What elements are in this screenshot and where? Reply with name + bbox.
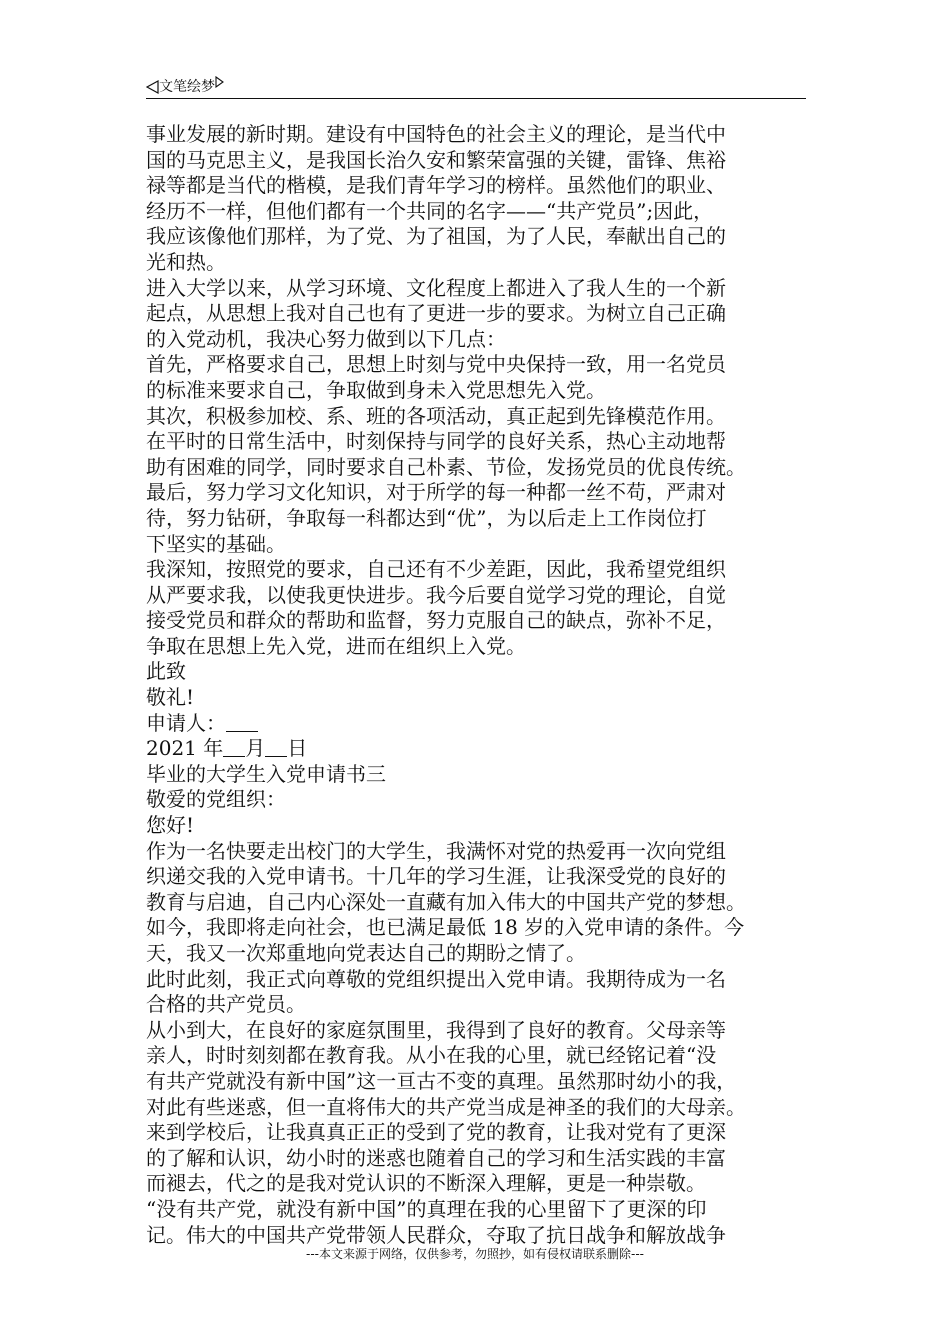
text-line: 的标准来要求自己，争取做到身未入党思想先入党。 [146,377,606,402]
right-triangle-icon [215,76,224,88]
text-line: 的了解和认识，幼小时的迷惑也随着自己的学习和生活实践的丰富 [146,1145,726,1170]
text-line: 教育与启迪，自己内心深处一直藏有加入伟大的中国共产党的梦想。 [146,889,746,914]
text-line: 合格的共产党员。 [146,992,306,1017]
section-title: 毕业的大学生入党申请书三 [146,761,386,786]
month-blank [223,738,245,757]
applicant-label: 申请人： [146,710,226,735]
salute-line: 敬礼! [146,685,195,710]
text-line: 下坚实的基础。 [146,531,286,556]
text-line: 织递交我的入党申请书。十几年的学习生涯，让我深受党的良好的 [146,864,726,889]
text-line: 助有困难的同学，同时要求自己朴素、节俭，发扬党员的优良传统。 [146,454,746,479]
document-body [146,122,806,1248]
greeting: 您好! [146,813,195,838]
text-line: 禄等都是当代的楷模，是我们青年学习的榜样。虽然他们的职业、 [146,173,726,198]
text-line: 对此有些迷惑，但一直将伟大的共产党当成是神圣的我们的大母亲。 [146,1094,746,1119]
text-line: 经历不一样，但他们都有一个共同的名字——“共产党员”;因此， [146,198,714,223]
text-line: 最后，努力学习文化知识，对于所学的每一种都一丝不苟，严肃对 [146,480,726,505]
text-line: 此时此刻，我正式向尊敬的党组织提出入党申请。我期待成为一名 [146,966,726,991]
text-line: 争取在思想上先入党，进而在组织上入党。 [146,633,526,658]
text-line: 有共产党就没有新中国”这一亘古不变的真理。虽然那时幼小的我， [146,1068,737,1093]
text-line: 事业发展的新时期。建设有中国特色的社会主义的理论，是当代中 [146,122,726,146]
date-year: 2021 年 [146,736,224,761]
text-line: 作为一名快要走出校门的大学生，我满怀对党的热爱再一次向党组 [146,838,726,863]
text-line: 记。伟大的中国共产党带领人民群众，夺取了抗日战争和解放战争 [146,1222,726,1247]
text-line: 来到学校后，让我真真正正的受到了党的教育，让我对党有了更深 [146,1120,726,1145]
text-line: 我应该像他们那样，为了党、为了祖国，为了人民，奉献出自己的 [146,224,726,249]
header-brand-text: 文笔绘梦 [159,79,215,95]
date-day: 日 [287,736,308,761]
text-line: 接受党员和群众的帮助和监督，努力克服自己的缺点，弥补不足， [146,608,726,633]
text-line: 的入党动机，我决心努力做到以下几点： [146,326,506,351]
closing-line: 此致 [146,659,186,684]
text-line: 待，努力钻研，争取每一科都达到“优”，为以后走上工作岗位打 [146,505,707,530]
salutation: 敬爱的党组织： [146,787,286,812]
applicant-line [146,711,806,737]
day-blank [265,738,287,757]
text-line: 国的马克思主义，是我国长治久安和繁荣富强的关键，雷锋、焦裕 [146,147,726,172]
text-line: 起点，从思想上我对自己也有了更进一步的要求。为树立自己正确 [146,301,726,326]
text-line: “没有共产党，就没有新中国”的真理在我的心里留下了更深的印 [146,1196,707,1221]
left-triangle-icon [146,80,159,94]
text-line: 亲人，时时刻刻都在教育我。从小在我的心里，就已经铭记着“没 [146,1043,717,1068]
text-line: 而褪去，代之的是我对党认识的不断深入理解，更是一种崇敬。 [146,1171,706,1196]
text-line: 从小到大，在良好的家庭氛围里，我得到了良好的教育。父母亲等 [146,1017,726,1042]
text-line: 其次，积极参加校、系、班的各项活动，真正起到先锋模范作用。 [146,403,726,428]
applicant-blank [226,713,258,732]
date-line [146,736,806,762]
text-line: 首先，严格要求自己，思想上时刻与党中央保持一致，用一名党员 [146,352,726,377]
text-line: 我深知，按照党的要求，自己还有不少差距，因此，我希望党组织 [146,557,726,582]
date-month: 月 [245,736,266,761]
footer-disclaimer: ---本文来源于网络，仅供参考，勿照抄，如有侵权请联系删除--- [306,1247,644,1261]
header-brand [146,76,224,96]
text-line: 如今，我即将走向社会，也已满足最低 18 岁的入党申请的条件。今 [146,915,745,940]
page-header [146,72,806,99]
text-line: 在平时的日常生活中，时刻保持与同学的良好关系，热心主动地帮 [146,429,726,454]
text-line: 天，我又一次郑重地向党表达自己的期盼之情了。 [146,941,586,965]
text-line: 进入大学以来，从学习环境、文化程度上都进入了我人生的一个新 [146,275,726,300]
text-line: 从严要求我，以使我更快进步。我今后要自觉学习党的理论，自觉 [146,582,726,607]
text-line: 光和热。 [146,249,226,274]
